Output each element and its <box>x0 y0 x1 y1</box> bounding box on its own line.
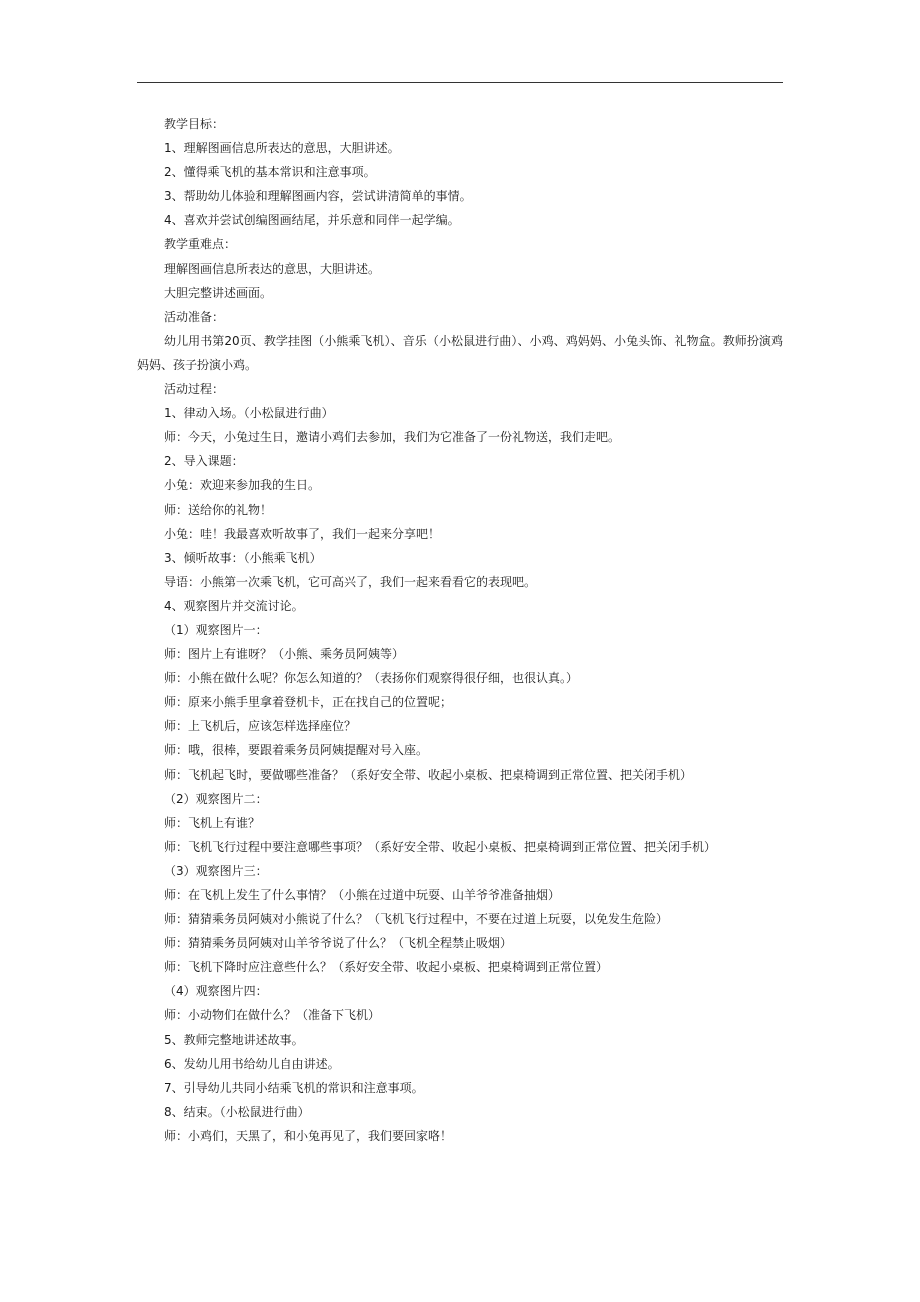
process-line: 3、倾听故事：（小熊乘飞机） <box>164 550 322 565</box>
process-line: 师：在飞机上发生了什么事情？（小熊在过道中玩耍、山羊爷爷准备抽烟） <box>164 888 561 902</box>
process-line: 师：原来小熊手里拿着登机卡，正在找自己的位置呢； <box>164 695 453 710</box>
heading-preparation: 活动准备： <box>164 309 225 324</box>
heading-key-points: 教学重难点： <box>164 237 237 252</box>
process-line: 师：小熊在做什么呢？你怎么知道的？（表扬你们观察得很仔细，也很认真。） <box>164 671 579 686</box>
goal-item-2: 2、懂得乘飞机的基本常识和注意事项。 <box>164 165 376 180</box>
process-line: 1、律动入场。（小松鼠进行曲） <box>164 406 334 421</box>
header-rule <box>137 82 783 83</box>
process-line: 小兔：欢迎来参加我的生日。 <box>164 478 321 493</box>
process-line: 导语：小熊第一次乘飞机，它可高兴了，我们一起来看看它的表现吧。 <box>164 574 537 589</box>
process-line: （2）观察图片二： <box>164 791 268 806</box>
process-line: （1）观察图片一： <box>164 622 268 637</box>
heading-teaching-goals: 教学目标： <box>164 117 225 131</box>
heading-process: 活动过程： <box>164 382 225 397</box>
process-line: 师：小鸡们，天黑了，和小兔再见了，我们要回家咯！ <box>164 1128 453 1143</box>
process-line: 师：上飞机后，应该怎样选择座位？ <box>164 719 357 734</box>
goal-item-1: 1、理解图画信息所表达的意思，大胆讲述。 <box>164 141 400 156</box>
process-line: 师：飞机起飞时，要做哪些准备？（系好安全带、收起小桌板、把桌椅调到正常位置、把关闭手机） <box>164 767 693 782</box>
process-line: 2、导入课题： <box>164 454 244 469</box>
process-line: 师：飞机飞行过程中要注意哪些事项？（系好安全带、收起小桌板、把桌椅调到正常位置、把关闭手机） <box>164 839 717 854</box>
process-line: （4）观察图片四： <box>164 984 268 999</box>
process-line: 师：飞机下降时应注意些什么？（系好安全带、收起小桌板、把桌椅调到正常位置） <box>164 960 609 975</box>
process-line: 师：小动物们在做什么？（准备下飞机） <box>164 1008 381 1023</box>
document-body <box>137 112 783 1148</box>
process-line: 师：哦，很棒，要跟着乘务员阿姨提醒对号入座。 <box>164 743 429 758</box>
process-line: 师：图片上有谁呀？（小熊、乘务员阿姨等） <box>164 647 405 662</box>
key-point-2: 大胆完整讲述画面。 <box>164 285 273 300</box>
process-line: 师：今天，小兔过生日，邀请小鸡们去参加，我们为它准备了一份礼物送，我们走吧。 <box>164 430 621 445</box>
process-line: 6、发幼儿用书给幼儿自由讲述。 <box>164 1056 340 1071</box>
goal-item-4: 4、喜欢并尝试创编图画结尾，并乐意和同伴一起学编。 <box>164 213 460 228</box>
process-line: 师：送给你的礼物！ <box>164 502 273 517</box>
process-line: 4、观察图片并交流讨论。 <box>164 598 304 613</box>
process-line: 小兔：哇！我最喜欢听故事了，我们一起来分享吧！ <box>164 526 441 541</box>
process-line: 5、教师完整地讲述故事。 <box>164 1032 304 1047</box>
process-line: 师：猜猜乘务员阿姨对小熊说了什么？（飞机飞行过程中，不要在过道上玩耍，以免发生危险） <box>164 912 669 927</box>
process-line: （3）观察图片三： <box>164 863 268 878</box>
process-line: 师：飞机上有谁？ <box>164 815 261 830</box>
goal-item-3: 3、帮助幼儿体验和理解图画内容，尝试讲清简单的事情。 <box>164 189 472 204</box>
process-line: 7、引导幼儿共同小结乘飞机的常识和注意事项。 <box>164 1080 424 1095</box>
preparation-text: 幼儿用书第20页、教学挂图（小熊乘飞机）、音乐（小松鼠进行曲）、小鸡、鸡妈妈、小兔头饰、礼物盒。教师扮演鸡妈妈、孩子扮演小鸡。 <box>137 333 783 372</box>
key-point-1: 理解图画信息所表达的意思，大胆讲述。 <box>164 261 381 276</box>
process-line: 8、结束。（小松鼠进行曲） <box>164 1104 310 1119</box>
process-line: 师：猜猜乘务员阿姨对山羊爷爷说了什么？（飞机全程禁止吸烟） <box>164 936 513 951</box>
